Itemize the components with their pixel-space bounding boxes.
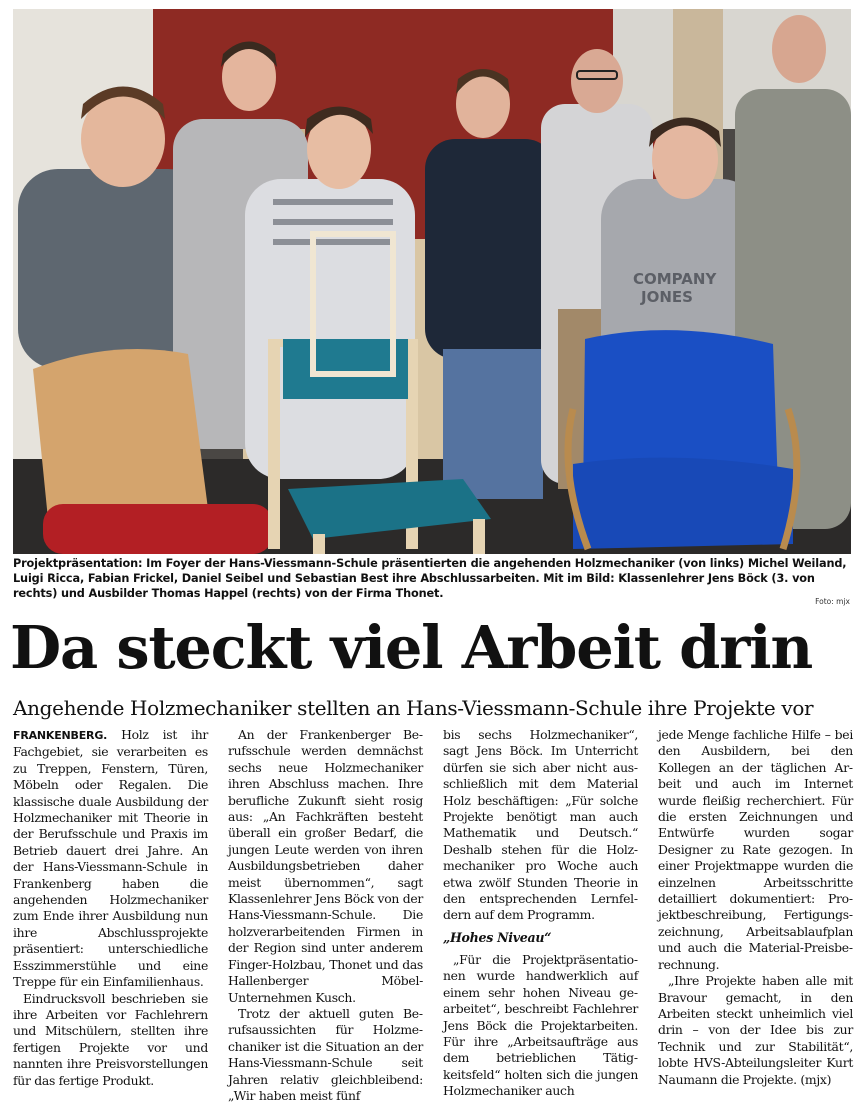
paragraph-text: Holz ist ihr Fachgebiet, sie verarbeiten es zu Treppen, Fenstern, Türen, Möbeln oder Regalen. Die klassische duale Ausbildung der Holzmechaniker mit Theorie in der Berufsschule und Praxis im Betrieb dauert drei Jahre. An der Hans-Viessmann-Schule in Frankenberg haben die angehenden Holzmechaniker zum Ende ihrer Ausbildung nun ihre Abschlussprojekte präsentiert: unterschiedliche Esszimmerstühle und eine Treppe für ein Einfamilienhaus. (13, 727, 208, 990)
article-photo (13, 9, 851, 554)
photo-shirt-print-2: JONES (641, 288, 693, 306)
article-column-2 (228, 727, 423, 1104)
subheadline: Angehende Holzmechaniker stellten an Hans-Viessmann-Schule ihre Projekte vor (13, 696, 814, 720)
photo-chair-frame (268, 339, 280, 549)
article-paragraph: An der Frankenberger Berufsschule werden demnächst sechs neue Holzmechaniker ihren Abschluss machen. Ihre berufliche Zukunft sieht rosig aus: „An Fachkräften besteht überall ein großer Bedarf, die jungen Leute werden von ihren Ausbildungsbetrieben daher meist übernommen“, sagt Klassenlehrer Jens Böck von der Hans-Viessmann-Schule. Die holzverarbeitenden Firmen in der Region sind unter anderem Finger-Holzbau, Thonet und das Hallenberger Möbel-Unternehmen Kusch. (228, 727, 423, 1005)
article-paragraph: jede Menge fachliche Hilfe – bei den Ausbildern, bei den Kollegen an der täglichen Arbeit und auch im Internet wurde fleißig recherchiert. Für die ersten Zeichnungen und Entwürfe wurden sogar Designer zu Rate gezogen. In einer Projektmappe wurden die einzelnen Arbeitsschritte detailliert dokumentiert: Projektbeschreibung, Fertigungszeichnung, Arbeitsablaufplan und auch die Material-Preisberechnung. (658, 727, 853, 972)
photo-stripe (273, 239, 393, 245)
dateline: FRANKENBERG. (13, 729, 108, 742)
photo-chair-wooden (33, 349, 208, 519)
photo-chair-frame (473, 519, 485, 554)
photo-illustration (13, 9, 851, 554)
photo-person-7-head (772, 15, 826, 83)
photo-person-4-jeans (443, 349, 543, 499)
article-paragraph: Trotz der aktuell guten Berufsaussichten für Holzmechaniker ist die Situation an der Hans-Viessmann-Schule seit Jahren relativ gleichbleibend: „Wir haben meist fünf (228, 1005, 423, 1103)
photo-chair-frame (313, 534, 325, 554)
article-column-3 (443, 727, 638, 1100)
article-paragraph (13, 727, 208, 991)
subheading: „Hohes Niveau“ (443, 929, 552, 945)
photo-shirt-print-1: COMPANY (633, 270, 717, 288)
article-column-4 (658, 727, 853, 1088)
photo-chair-red-seat (43, 504, 273, 554)
photo-chair-blue-seat (573, 458, 793, 549)
photo-person-4-body (425, 139, 555, 359)
headline: Da steckt viel Arbeit drin (10, 613, 813, 682)
article-paragraph: Eindrucksvoll beschrieben sie ihre Arbeiten vor Fachlehrern und Mitschülern, stellten ihre fertigen Projekte vor und nannten ihre Preisvorstellungen für das fertige Produkt. (13, 990, 208, 1088)
photo-stripe (273, 219, 393, 225)
photo-chair-teal-back (283, 339, 408, 399)
article-paragraph: „Für die Projektpräsentationen wurde handwerklich auf einem sehr hohen Niveau gearbeitet“, beschreibt Fachlehrer Jens Böck die Projektarbeiten. Für ihre „Arbeitsaufträge aus dem betrieblichen Tätigkeitsfeld“ holten sich die jungen Holzmechaniker auch (443, 951, 638, 1099)
photo-stripe (273, 199, 393, 205)
photo-caption: Projektpräsentation: Im Foyer der Hans-Viessmann-Schule präsentierten die angehenden Holzmechaniker (von links) Michel Weiland, Luigi Ricca, Fabian Frickel, Daniel Seibel und Sebastian Best ihre Abschlussarbeiten. Mit im Bild: Klassenlehrer Jens Böck (3. von rechts) und Ausbilder Thomas Happel (rechts) von der Firma Thonet. (13, 557, 847, 600)
article-body (13, 727, 853, 1103)
article-paragraph: „Ihre Projekte haben alle mit Bravour gemacht, in den Arbeiten steckt unheimlich viel drin – von der Idee bis zur Technik und zur Stabilität“, lobte HVS-Abteilungsleiter Kurt Naumann die Projekte. (mjx) (658, 973, 853, 1087)
article-column-1 (13, 727, 208, 1089)
photo-credit: Foto: mjx (815, 597, 850, 606)
article-paragraph: bis sechs Holzmechaniker“, sagt Jens Böck. Im Unterricht dürfen sie sich aber nicht ausschließlich mit dem Material Holz beschäftigen: „Für solche Projekte benötigt man auch Mathematik und Deutsch.“ Deshalb stehen für die Holzmechaniker pro Woche auch etwa zwölf Stunden Theorie in den entsprechenden Lernfeldern auf dem Programm. (443, 727, 638, 923)
photo-person-5-head (571, 49, 623, 113)
